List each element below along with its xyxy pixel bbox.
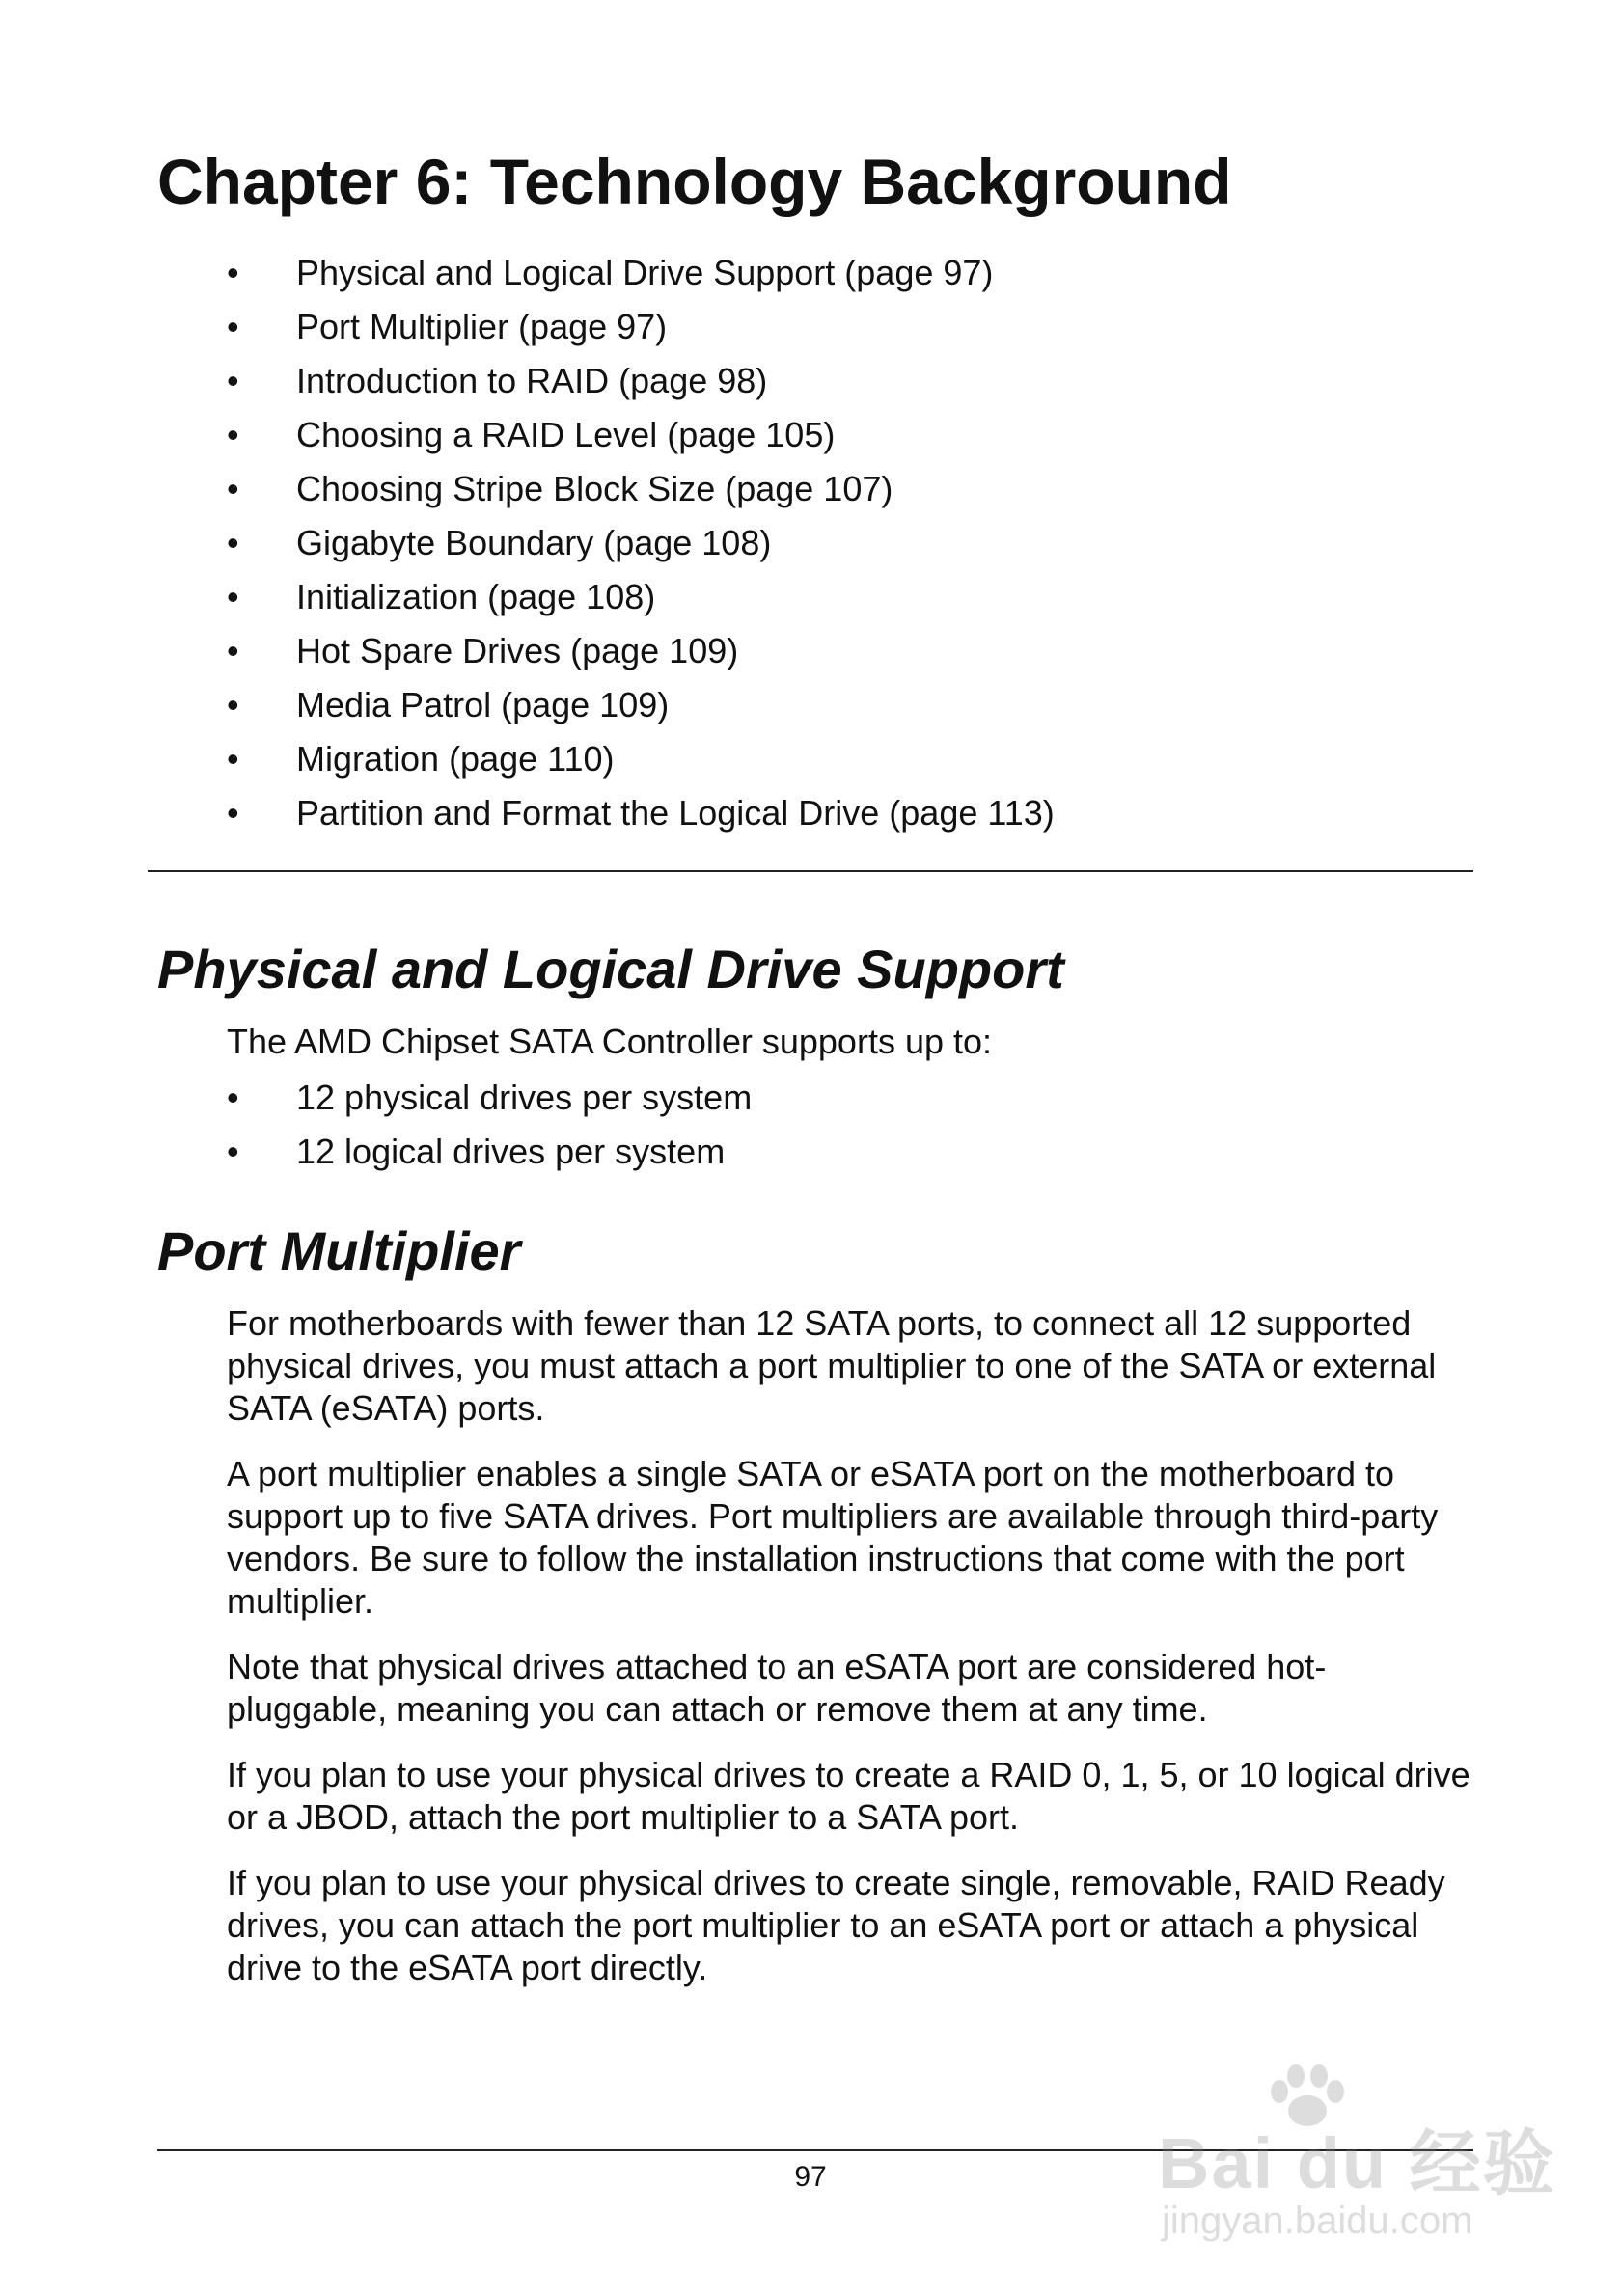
watermark-url: jingyan.baidu.com — [1162, 2200, 1473, 2242]
watermark — [1150, 2063, 1556, 2255]
bullet-icon: • — [227, 1132, 239, 1171]
physical-logical-intro: The AMD Chipset SATA Controller supports up to: — [227, 1022, 993, 1061]
port-multiplier-paragraph: Note that physical drives attached to an eSATA port are considered hot-pluggable, meaning you can attach or remove them at any time. — [227, 1647, 1327, 1729]
bullet-icon: • — [227, 361, 239, 400]
section-divider — [148, 870, 1473, 872]
bullet-icon: • — [227, 1078, 239, 1117]
bullet-icon: • — [227, 793, 239, 833]
page-number: 97 — [794, 2161, 827, 2193]
document-page: Chapter 6: Technology Background • Physical and Logical Drive Support (page 97) • Port Multiplier (page 97) • Introduction to RAID (page 98) • Choosing a RAID Level (page 105) • Choosing Stripe Block Size (page 107) • Gigabyte Boundary (page 108) • Initialization (page 108) • Hot Spare Drives (page 109) • Media Patrol (page 109) • Migration (page 110) • Partition and Format the Logical Drive (page 113) Physical and Logical Drive Support The AMD Chipset SATA Controller supports up to: • 12 physical drives per system • 12 logical drives per system Port Multiplier For motherboards with fewer than 12 SATA ports, to connect all 12 supported physical drives, you must attach a port multiplier to one of the SATA or external SATA (eSATA) ports. A port multiplier enables a single SATA or eSATA port on the motherboard to support up to five SATA drives. Port multipliers are available through third-party vendors. Be sure to follow the installation instructions that come with the port multiplier. Note that physical drives attached to an eSATA port are considered hot-pluggable, meaning you can attach or remove them at any time. If you plan to use your physical drives to create a RAID 0, 1, 5, or 10 logical drive or a JBOD, attach the port multiplier to a SATA port. If you plan to use your physical drives to create single, removable, RAID Ready drives, you can attach the port multiplier to an eSATA port or attach a physical drive to the eSATA port directly. 97 Bai du 经验 jingyan.baidu.com — [0, 0, 1621, 2296]
port-multiplier-paragraph: A port multiplier enables a single SATA or eSATA port on the motherboard to support up to five SATA drives. Port multipliers are available through third-party vendors. Be sure to follow the installation instructions that come with the port multiplier. — [227, 1454, 1439, 1621]
section-title-physical-logical: Physical and Logical Drive Support — [157, 939, 1064, 999]
port-multiplier-paragraph: If you plan to use your physical drives to create a RAID 0, 1, 5, or 10 logical drive or a JBOD, attach the port multiplier to a SATA port. — [227, 1755, 1470, 1837]
section-title-port-multiplier: Port Multiplier — [157, 1220, 521, 1281]
bullet-icon: • — [227, 469, 239, 508]
port-multiplier-paragraph: If you plan to use your physical drives to create single, removable, RAID Ready drives, you can attach the port multiplier to an eSATA port or attach a physical drive to the eSATA port directly. — [227, 1863, 1445, 1987]
bullet-icon: • — [227, 307, 239, 346]
bullet-icon: • — [227, 253, 239, 292]
bullet-icon: • — [227, 631, 239, 670]
bullet-icon: • — [227, 739, 239, 779]
bullet-icon: • — [227, 523, 239, 562]
bullet-icon: • — [227, 685, 239, 724]
port-multiplier-paragraph: For motherboards with fewer than 12 SATA ports, to connect all 12 supported physical drives, you must attach a port multiplier to one of the SATA or external SATA (eSATA) ports. — [227, 1303, 1437, 1428]
bullet-icon: • — [227, 577, 239, 616]
bullet-icon: • — [227, 415, 239, 454]
watermark-brand: Bai du 经验 — [1158, 2123, 1556, 2203]
chapter-title: Chapter 6: Technology Background — [157, 146, 1232, 217]
